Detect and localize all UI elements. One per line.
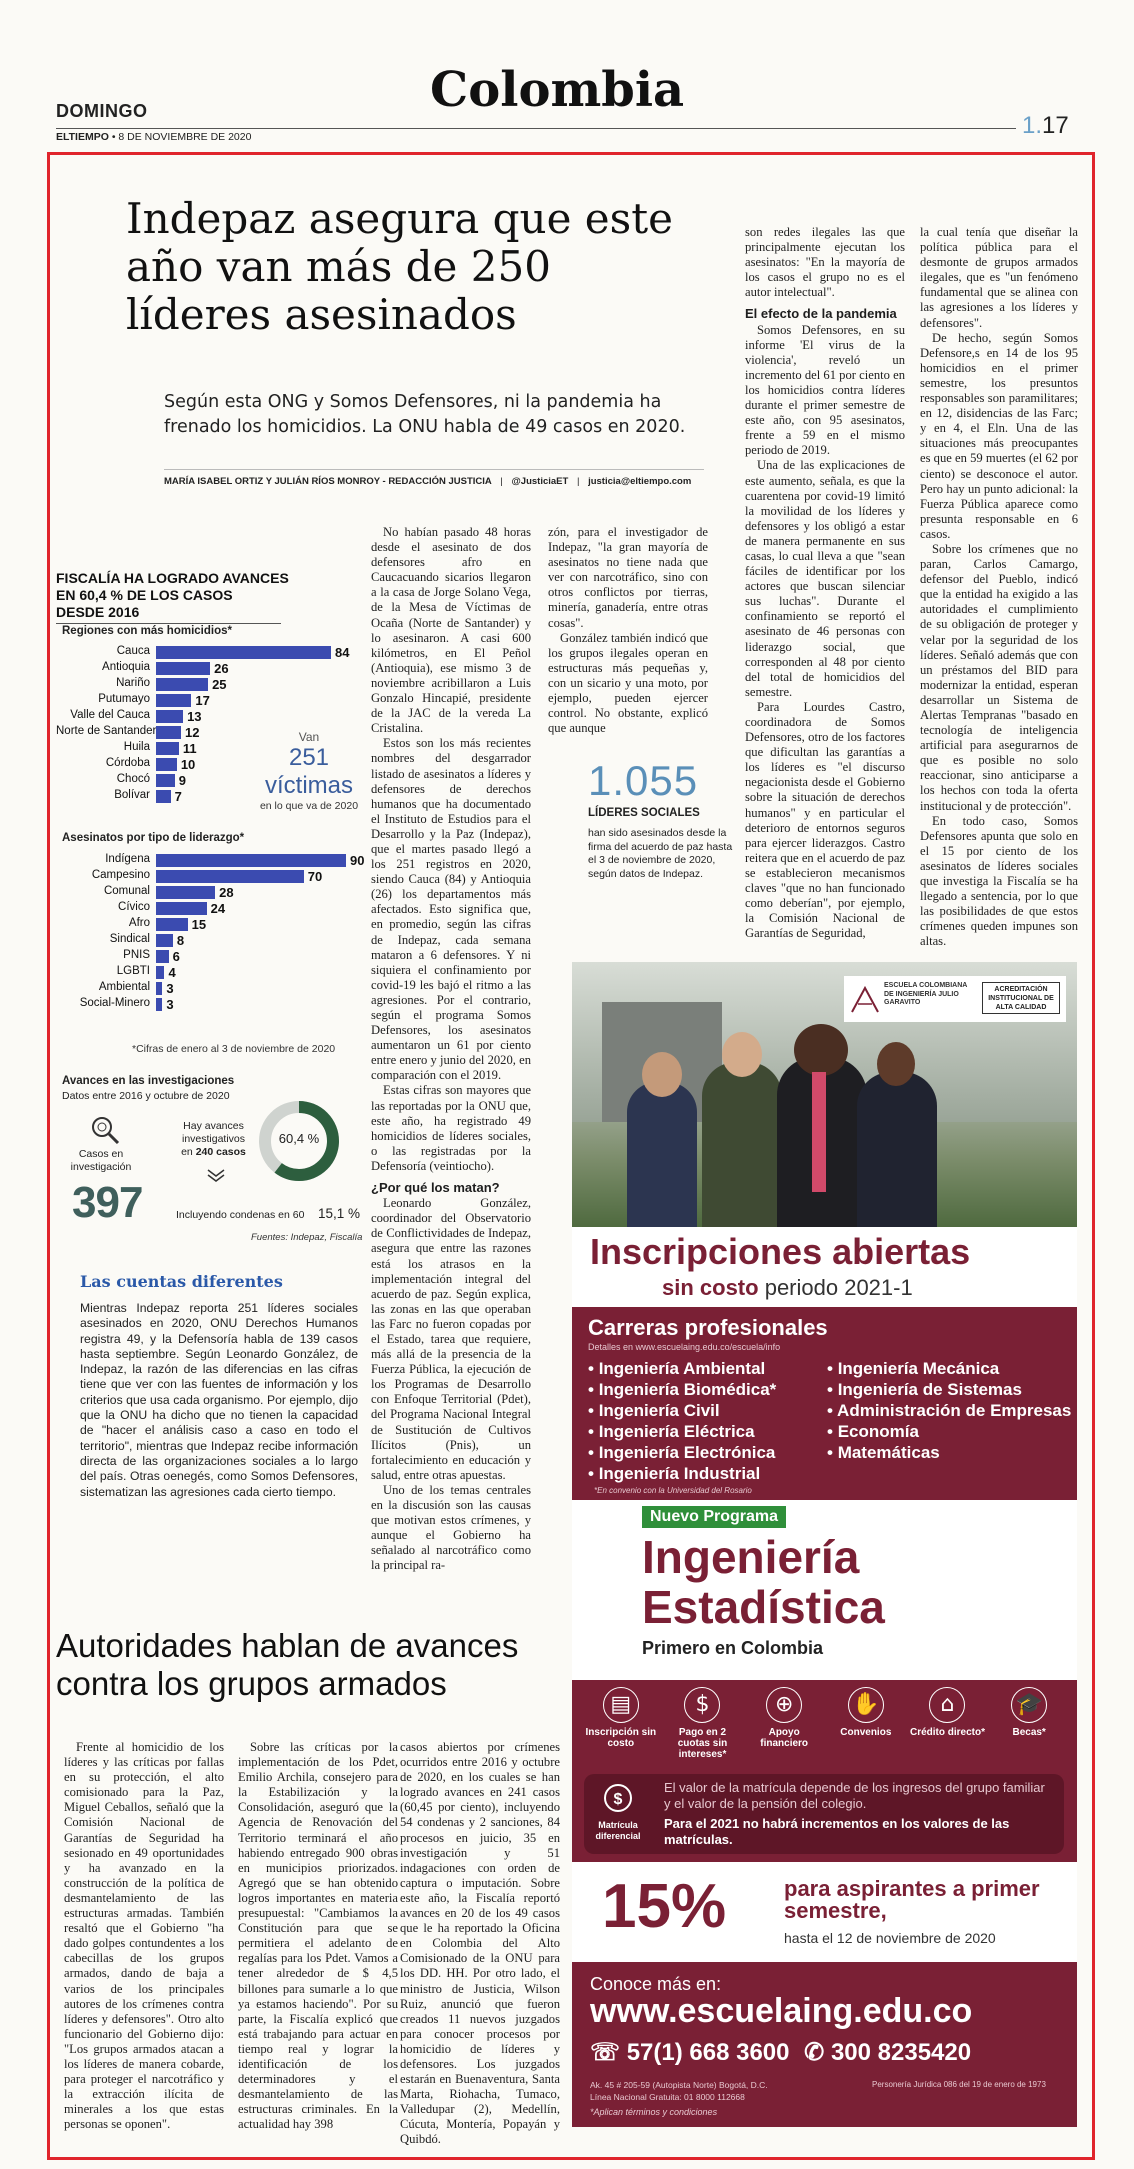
terms: *Aplican términos y condiciones [590,2107,718,2117]
free-label: sin costo [662,1275,759,1300]
bar [156,790,171,803]
benefit-icon: ⊕ [766,1687,802,1723]
bar [156,998,162,1011]
chevron-down-icon [206,1167,226,1186]
bar-label: Putumayo [98,693,150,705]
inscriptions-headline: Inscripciones abiertas [590,1231,971,1272]
paragraph: Sobre las críticas por la implementación de los Pdet, Emilio Archila, consejero para la Estabilización y la Consolidación, aseguró que la Agencia de Renovación del Territorio terminará el año habiendo entregado 900 obras en municipios priorizados. Agregó que se han obtenido logros importantes en materia presupuestal: "Cambiamos la Constitución para que se permitiera el adelanto de regalías para los Pdet. Vamos a tener alrededor de $ 4,5 billones para sumarle a lo que ya estamos haciendo". Por su parte, la Fiscalía explicó que está trabajando para actuar en tiempo real y lograr la identificación de los determinadores y el desmantelamiento de las estructuras criminales. En la actualidad hay 398 [238,1740,398,2132]
bar-label: Córdoba [105,757,150,769]
inscriptions-subline [662,1275,913,1301]
bar-label: Comunal [103,885,150,897]
bar-value: 13 [187,709,202,724]
paragraph: Estos son los más recientes nombres del desgarrador listado de asesinatos a líderes y defensores de derechos humanos que ha documentado el Instituto de Estudios para el Desarrollo y la Paz (Indepaz), que el martes pasado llegó a los 251 registros en 2020, siendo Cauca (84) y Antioquia (26) los departamentos más afectados. Esto significa que, en promedio, según las cifras de Indepaz, cada semana mataron a 6 defensores. Y ni siquiera el confinamiento por covid-19 les bajó el ritmo a las agresiones. Por el contrario, según el programa Somos Defensores, los asesinatos aumentaron un 61 por ciento entre enero y junio del 2020, en comparación con el 2019. [371,736,531,1083]
bar [156,934,173,947]
article-subheadline: Según esta ONG y Somos Defensores, ni la pandemia ha frenado los homicidios. La ONU habla de 49 casos en 2020. [164,392,686,437]
career-item[interactable]: • Ingeniería de Sistemas [827,1379,1071,1400]
career-item[interactable]: • Administración de Empresas [827,1400,1071,1421]
career-item[interactable]: • Ingeniería Mecánica [827,1358,1071,1379]
careers-note: *En convenio con la Universidad del Rosario [594,1486,752,1495]
infographic-title-line1: FISCALÍA HA LOGRADO AVANCES [56,570,289,586]
bar-label: Ambiental [98,981,150,993]
article-column-2 [548,525,708,736]
bar-row [56,661,371,676]
program-subtitle: Primero en Colombia [642,1638,824,1658]
inscriptions-banner [572,1227,1077,1307]
bar-label: Social-Minero [79,997,150,1009]
bar [156,774,175,787]
bar-label: Sindical [109,933,150,945]
paragraph: Frente al homicidio de los líderes y las críticas por fallas en su protección, el alto comisionado para la Paz, Miguel Ceballos, señaló que la Comisión Nacional de Garantías de Seguridad ha sesionado en 49 oportunidades y ha avanzado en la construcción de la política de desmantelamiento de las estructuras armadas. También resaltó que el Gobierno "ha dado golpes contundentes a los cabecillas de los grupos armados, dando de baja a varios de los principales autores de los crímenes contra líderes y defensores". Otro alto funcionario del Gobierno dijo: "Los grupos armados atacan a los líderes de manera cobarde, para proteger el narcotráfico y la extracción ilícita de minerales a los que estas personas se oponen". [64,1740,224,2132]
bar-row [56,853,386,868]
accreditation-badge: ACREDITACIÓN INSTITUCIONAL DE ALTA CALIDAD [982,982,1060,1014]
benefit-icon: $ [684,1687,720,1723]
bar-label: Nariño [116,677,150,689]
discount-percentage: 15% [602,1872,727,1941]
new-program-badge: Nuevo Programa [642,1506,786,1528]
sidebar-title: Las cuentas diferentes [80,1272,283,1291]
bar-row [56,677,371,692]
figures-footnote: *Cifras de enero al 3 de noviembre de 2020 [132,1043,336,1055]
bar [156,918,188,931]
page-number-value: 17 [1042,112,1069,139]
address: Ak. 45 # 205-59 (Autopista Norte) Bogotá, D.C. [590,2080,768,2090]
bar-label: Afro [128,917,150,929]
paragraph: son redes ilegales las que principalmente ejecutan los asesinatos: "En la mayoría de los casos el grupo no es el autor intelectual". [745,225,905,300]
bar-value: 11 [182,741,197,756]
donut-label: 60,4 % [278,1131,320,1146]
school-logo-box [844,976,1066,1022]
sidebar-body: Mientras Indepaz reporta 251 líderes sociales asesinados en 2020, ONU Derechos Humanos registra 49, y la Defensoría habla de 139 casos hasta septiembre. Según Leonardo González, de Indepaz, la razón de las diferencias en las cifras tiene que ver con las fuentes de información y los criterios que usa cada organismo. Por ejemplo, dijo que la ONU ha dicho que no tienen la capacidad de "hacer el análisis caso a caso en todo el territorio", mientras que Indepaz recibe información directa de las organizaciones sociales a lo largo del país. Otras oenegés, como Somos Defensores, sistematizan las agresiones cada cierto tiempo. [80,1301,358,1499]
dateline [56,131,251,143]
subheading: ¿Por qué los matan? [371,1180,500,1196]
bar-value: 26 [214,661,229,676]
bar-value: 90 [350,853,365,868]
article2-column-3 [400,1740,560,2148]
school-logo-icon [850,984,880,1014]
career-item[interactable]: • Ingeniería Electrónica [588,1442,776,1463]
discount-date: hasta el 12 de noviembre de 2020 [784,1930,996,1946]
bar-label: Valle del Cauca [70,709,150,721]
bar-value: 6 [172,949,180,964]
page-prefix: 1. [1022,112,1043,139]
benefit-icon: ✋ [848,1687,884,1723]
dateline-date: • 8 DE NOVIEMBRE DE 2020 [111,131,252,143]
paragraph: Una de las explicaciones de este aumento, señala, es que la cuarentena por covid-19 limitó la movilidad de los líderes y defensores y los obligó a estar de manera permanente en sus casas, lo cual lleva a que "sean fáciles de identificar por los actores que buscan silenciar sus luchas". Durante el confinamiento se reportó el asesinato de 46 personas con liderazgo social, que corresponden al 48 por ciento del total de homicidios del semestre. [745,458,905,699]
infographic-sources: Fuentes: Indepaz, Fiscalía [251,1232,363,1243]
article-column-1 [371,525,531,1573]
period-label: periodo 2021-1 [764,1275,913,1300]
benefit-item [825,1687,907,1738]
stat-number: 1.055 [588,757,699,804]
infographic-title [56,570,371,624]
victims-count: 251 víctimas [264,744,353,799]
benefit-item [907,1687,989,1738]
bar-value: 15 [191,917,207,932]
cases-number: 397 [72,1178,143,1227]
bar [156,758,177,771]
victims-pre: Van [298,730,320,744]
investigations-title: Avances en las investigaciones [62,1075,235,1087]
tuition-label: Matrícula diferencial [595,1820,641,1841]
infographic [56,570,371,1243]
phone-number-2[interactable]: 300 8235420 [830,2039,972,2066]
advances-count: 240 casos [195,1146,246,1158]
bar-value: 24 [210,901,226,916]
byline: MARÍA ISABEL ORTIZ Y JULIÁN RÍOS MONROY - REDACCIÓN JUSTICIA | @JusticiaET | justicia@eltiempo.com [164,469,704,487]
bar [156,646,331,659]
byline-authors: MARÍA ISABEL ORTIZ Y JULIÁN RÍOS MONROY - REDACCIÓN JUSTICIA [164,476,492,487]
benefit-label: Pago en 2 cuotas sin intereses* [677,1727,728,1760]
bar-row [56,933,386,948]
condenas-text: Incluyendo condenas en 60 [176,1209,305,1221]
bar-label: Antioquia [102,661,150,673]
bar-row [56,709,371,724]
benefit-icon: 🎓 [1011,1687,1047,1723]
tuition-text-2: Para el 2021 no habrá incrementos en los valores de las matrículas. [664,1816,1010,1847]
career-item[interactable]: • Ingeniería Industrial [588,1463,776,1484]
bar-row [56,885,386,900]
paragraph: la cual tenía que diseñar la política pública para el desmonte de grupos armados ilegales, que es "un fenómeno fundamental que se alinea con las agresiones a los líderes y defensores". [920,225,1078,330]
article2-headline: Autoridades hablan de avances contra los grupos armados [56,1627,519,1702]
regions-title: Regiones con más homicidios* [62,625,232,637]
article-column-4 [920,225,1078,950]
benefit-label: Apoyo financiero [760,1727,809,1749]
benefit-label: Becas* [1012,1727,1046,1738]
bar [156,966,164,979]
bar-value: 10 [180,757,196,772]
bar-row [56,917,386,932]
article2-column-1 [64,1740,224,2132]
bar-value: 8 [176,933,185,948]
bar [156,854,346,867]
advertisement[interactable] [572,962,1077,2127]
discount-section [572,1862,1077,1962]
bar [156,950,169,963]
infographic-title-line2: EN 60,4 % DE LOS CASOS DESDE 2016 [56,587,281,624]
bar-value: 28 [219,885,234,900]
advances-text [176,1120,251,1159]
bar-label: PNIS [123,949,150,961]
program-name-line1: Ingeniería [642,1531,860,1583]
investigations-subtitle: Datos entre 2016 y octubre de 2020 [62,1090,230,1102]
program-name-line2: Estadística [642,1581,885,1633]
bar-label: Huila [123,741,150,753]
bar-label: LGBTI [116,965,150,977]
phone-number-1[interactable]: 57(1) 668 3600 [626,2039,790,2066]
paragraph: De hecho, según Somos Defensore,s en 14 de los 95 homicidios en el primer semestre, los presuntos responsables son paramilitares; en 12, disidencias de las Farc; y en 4, el Eln. Una de las situaciones más preocupantes es que en 59 muertes (el 62 por ciento) se desconoce el autor. Pero hay un punto adicional: la Fuerza Pública aparece como presunta responsable en 6 casos. [920,330,1078,541]
bar-row [56,981,386,996]
bar [156,902,207,915]
subheading: El efecto de la pandemia [745,306,897,322]
more-info-label: Conoce más en: [590,1974,722,1994]
benefit-label: Crédito directo* [909,1727,985,1738]
twitter-handle[interactable]: @JusticiaET [511,476,569,487]
careers-list-left [588,1358,776,1484]
stat-description: han sido asesinados desde la firma del acuerdo de paz hasta el 3 de noviembre de 2020, según datos de Indepaz. [588,827,733,880]
article2-column-2 [238,1740,398,2132]
benefit-item [988,1687,1070,1738]
paragraph: González también indicó que los grupos ilegales operan en estructuras más pequeñas y, con un sicario y una moto, por ejemplo, pueden ejercer control. No obstante, explicó que aunque [548,630,708,736]
paragraph: En todo caso, Somos Defensores apunta que solo en el 15 por ciento de los asesinatos de líderes sociales que investiga la Fiscalía se ha llegado a sentencia, por lo que las posibilidades de que estos crímenes queden impunes son altas. [920,813,1078,949]
bar-value: 3 [166,981,174,996]
bar-label: Cívico [118,901,150,913]
article-column-3 [745,225,905,941]
bar-value: 9 [178,773,186,788]
benefit-item [743,1687,825,1749]
phone-icon: ☏ [590,2039,621,2066]
bar-value: 4 [168,965,176,980]
paragraph: Estas cifras son mayores que las reportadas por la ONU que, este año, ha registrado 49 homicidios de líderes sociales, o las registradas por la Defensoría (veintiocho). [371,1083,531,1173]
bar [156,726,181,739]
dateline-brand: ELTIEMPO [56,131,109,143]
benefit-label: Convenios [840,1727,892,1738]
email-link[interactable]: justicia@eltiempo.com [588,476,692,487]
website-link[interactable]: www.escuelaing.edu.co [590,1992,973,2030]
career-item[interactable]: • Ingeniería Biomédica* [588,1379,776,1400]
tuition-box [584,1774,1064,1854]
bar [156,982,162,995]
new-program-section [572,1500,1077,1680]
victims-post: en lo que va de 2020 [259,800,359,812]
bar [156,870,304,883]
stat-box [588,757,738,881]
career-item[interactable]: • Ingeniería Eléctrica [588,1421,776,1442]
advances-text-1: Hay avances investigativos en [181,1120,246,1158]
legal-text: Personería Jurídica 086 del 19 de enero de 1973 [872,2080,1046,2089]
cases-label: Casos en investigación [70,1148,132,1173]
careers-detail: Detalles en www.escuelaing.edu.co/escuela/info [588,1342,781,1352]
bar-label: Norte de Santander [56,725,157,737]
bar-row [56,949,386,964]
bar-row [56,965,386,980]
phone-row [590,2038,971,2067]
paragraph: Sobre los crímenes que no paran, Carlos Camargo, defensor del Pueblo, indicó que la entidad ha exigido a las autoridades el cumplimiento de su obligación de proteger y velar por la seguridad de los líderes. Señaló además que con un préstamos del BID para modernizar la entidad, esperan desarrollar un Sistema de Alertas Tempranas "basado en tecnología de inteligencia artificial para asegurarnos de que es posible no solo reaccionar, sino anticiparse a los hechos con toda la oferta institucional y de protección". [920,541,1078,813]
paragraph: Uno de los temas centrales en la discusión son las causas que motivan estos crímenes, y aunque el Gobierno ha señalado al narcotráfico como la principal ra- [371,1482,531,1573]
bar-value: 7 [174,789,182,804]
benefits-row [580,1687,1070,1767]
bar-label: Cauca [116,645,150,657]
progress-donut [256,1098,342,1184]
whatsapp-icon: ✆ [804,2039,825,2066]
bar [156,694,191,707]
benefit-item [580,1687,662,1749]
careers-title: Carreras profesionales [588,1315,828,1340]
benefit-icon: ▤ [603,1687,639,1723]
career-item[interactable]: • Ingeniería Civil [588,1400,776,1421]
bar [156,886,215,899]
bar [156,678,208,691]
paragraph: No habían pasado 48 horas desde el asesinato de dos defensores afro en Caucacuando sicarios llegaron a la casa de Jorge Solano Vega, de la Mesa de Víctimas de Ocaña (Norte de Santander) y lo asesinaron. A casi 600 kilómetros, en El Peñol (Antioquia), ese mismo 3 de noviembre acribillaron a Luis Gonzalo Hincapié, presidente de la JAC de la vereda La Cristalina. [371,525,531,736]
paragraph: zón, para el investigador de Indepaz, "la gran mayoría de asesinatos no tiene nada que ver con narcotráfico, sino con otros conflictos por tierras, minería, ganadería, entre otras cosas". [548,525,708,630]
bar-value: 25 [212,677,227,692]
bar-row [56,869,386,884]
bar [156,710,183,723]
bar-label: Campesino [91,869,150,881]
svg-text:$: $ [613,1791,623,1808]
career-item[interactable]: • Matemáticas [827,1442,1071,1463]
discount-text: para aspirantes a primer semestre, [784,1876,1040,1923]
benefit-label: Inscripción sin costo [585,1727,657,1749]
bar-value: 84 [335,645,350,660]
leadership-chart [56,853,371,1013]
tuition-text-1: El valor de la matrícula depende de los ingresos del grupo familiar y el valor de la pensión del colegio. [664,1780,1045,1811]
career-item[interactable]: • Economía [827,1421,1071,1442]
paragraph: Para Lourdes Castro, coordinadora de Somos Defensores, otro de los factores que dificultan las garantías a los líderes es "el discurso negacionista desde el Gobierno sobre la situación de derechos humanos" y en particular el deterioro de entornos seguros para ejercer liderazgos. Castro reitera que en el acuerdo de paz se establecieron mecanismos claves "que no han funcionado como deberían", por ejemplo, la Comisión Nacional de Garantías de Seguridad, [745,699,905,941]
bar-row [56,901,386,916]
masthead-rule [56,128,1016,129]
bar-label: Indígena [105,853,150,865]
benefit-item [662,1687,744,1760]
victims-callout [244,730,374,812]
masthead-day: DOMINGO [56,101,148,121]
bar [156,742,179,755]
coin-icon [602,1782,634,1818]
bar-value: 3 [166,997,174,1012]
sidebar-box [80,1272,358,1500]
bar-value: 70 [307,869,323,884]
paragraph: casos abiertos por crímenes ocurridos entre 2016 y octubre de 2020, en los cuales se han logrado avances en 241 casos (60,45 por ciento), incluyendo 54 condenas y 2 sanciones, 84 procesos en juicio, 35 en investigación y 51 indagaciones con orden de captura o imputación. Sobre este año, la Fiscalía reportó avances en 20 de los 49 casos que le ha reportado la Oficina en Colombia del Alto Comisionado de la ONU para los DD. HH. Por otro lado, el ministro de Justicia, Wilson Ruiz, anunció que fueron creados 11 nuevos juzgados para conocer procesos por homicidio de líderes y defensores. Los juzgados estarán en Buenaventura, Santa Marta, Riohacha, Tumaco, Valledupar (2), Medellín, Cúcuta, Montería, Popayán y Quibdó. [400,1740,560,2147]
bar-label: Chocó [116,773,150,785]
career-item[interactable]: • Ingeniería Ambiental [588,1358,776,1379]
bar-row [56,645,371,660]
condenas-pct: 15,1 % [318,1206,361,1221]
bar-row [56,997,386,1012]
page-number [1022,112,1069,140]
bar-value: 12 [185,725,200,740]
paragraph: Somos Defensores, en su informe 'El virus de la violencia', reveló un incremento del 61 por ciento en los homicidios contra líderes durante el primer semestre de este año, con 95 asesinatos, frente a 59 en el mismo periodo de 2019. [745,322,905,458]
magnifier-icon [90,1115,120,1145]
article-headline: Indepaz asegura que este año van más de 250 líderes asesinados [126,194,673,339]
bar-value: 17 [195,693,210,708]
section-title: Colombia [430,62,685,118]
bar [156,662,210,675]
stat-label: LÍDERES SOCIALES [588,807,700,819]
school-name: ESCUELA COLOMBIANA DE INGENIERÍA JULIO GARAVITO [884,982,968,1006]
bar-label: Bolívar [114,789,150,801]
benefit-icon: ⌂ [929,1687,965,1723]
careers-list-right [827,1358,1071,1463]
leadership-title: Asesinatos por tipo de liderazgo* [62,832,245,844]
free-line: Línea Nacional Gratuita: 01 8000 112668 [590,2092,745,2102]
paragraph: Leonardo González, coordinador del Observatorio de Conflictividades de Indepaz, asegura que entre las razones está los atrasos en la implementación integral del acuerdo de paz. Según explica, las zonas en las que operaban las Farc no fueron copadas por el Estado, tarea que requiere, más allá de la presencia de la Fuerza Pública, la ejecución de los Programas de Desarrollo con Enfoque Territorial (Pdet), del Programa Nacional Integral de Sustitución de Cultivos Ilícitos (Pnis), un fortalecimiento en educación y salud, entre otras apuestas. [371,1196,531,1482]
bar-row [56,693,371,708]
